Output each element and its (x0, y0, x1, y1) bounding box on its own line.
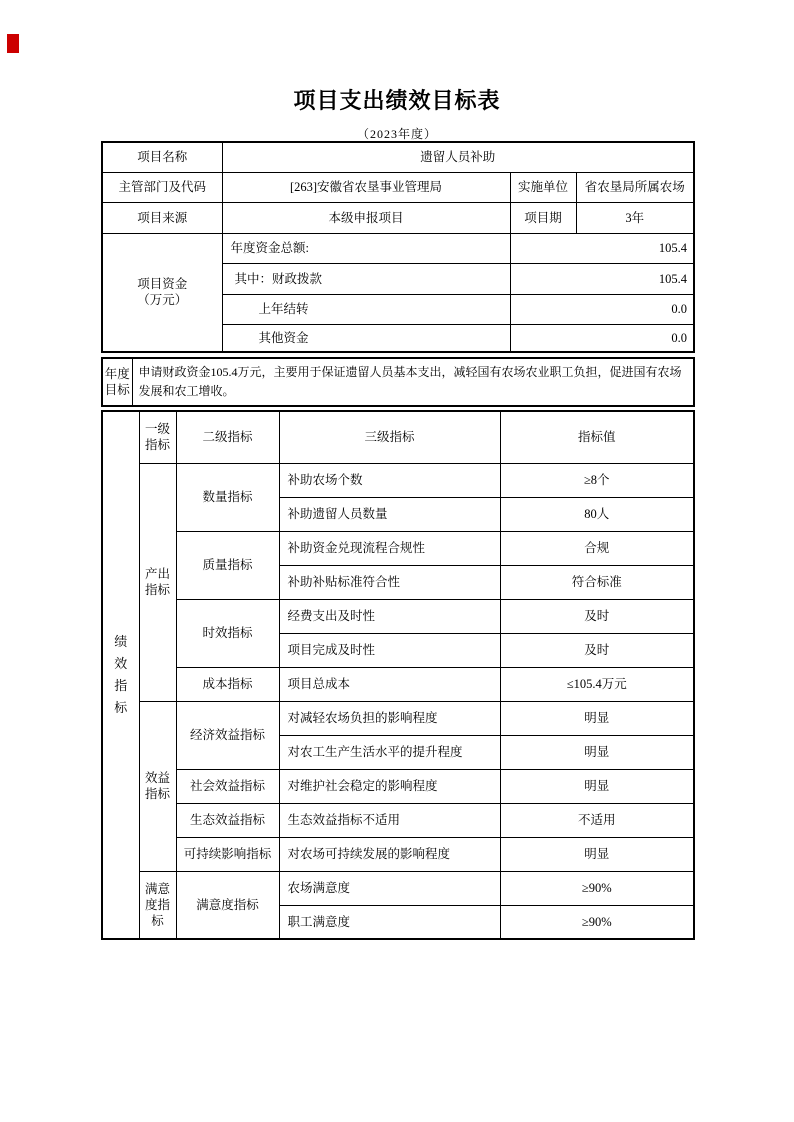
level1-cell: 效益指标 (139, 701, 176, 871)
indicator-row-l3: 经费支出及时性 (279, 599, 500, 633)
dept-label: 主管部门及代码 (102, 172, 222, 202)
indicator-row-l3: 项目总成本 (279, 667, 500, 701)
indicator-row-value: 不适用 (500, 803, 694, 837)
indicator-row-l3: 项目完成及时性 (279, 633, 500, 667)
dept-value: [263]安徽省农垦事业管理局 (222, 172, 510, 202)
indicator-row-l3: 对农场可持续发展的影响程度 (279, 837, 500, 871)
indicator-row-l3: 对维护社会稳定的影响程度 (279, 769, 500, 803)
level2-cell: 成本指标 (176, 667, 279, 701)
level2-cell: 质量指标 (176, 531, 279, 599)
indicator-row-value: ≥90% (500, 871, 694, 905)
indicator-row-value: 合规 (500, 531, 694, 565)
indicator-row-l3: 对农工生产生活水平的提升程度 (279, 735, 500, 769)
project-name-value: 遗留人员补助 (222, 142, 694, 172)
funds-row-value: 105.4 (510, 263, 694, 294)
period-value: 3年 (576, 202, 694, 233)
indicator-row-value: 明显 (500, 735, 694, 769)
indicator-row-value: 明显 (500, 769, 694, 803)
indicator-row-value: ≥8个 (500, 463, 694, 497)
indicator-row-value: ≥90% (500, 905, 694, 939)
indicator-row-l3: 补助补贴标准符合性 (279, 565, 500, 599)
indicator-row-l3: 对减轻农场负担的影响程度 (279, 701, 500, 735)
source-label: 项目来源 (102, 202, 222, 233)
funds-row-value: 0.0 (510, 324, 694, 352)
indicator-row-value: ≤105.4万元 (500, 667, 694, 701)
indicator-row-value: 及时 (500, 633, 694, 667)
page-title: 项目支出绩效目标表 (293, 88, 501, 113)
indicator-row-l3: 生态效益指标不适用 (279, 803, 500, 837)
indicators-side-label (102, 411, 139, 939)
level2-cell: 数量指标 (176, 463, 279, 531)
period-label: 项目期 (510, 202, 576, 233)
annual-target-table (101, 357, 693, 407)
funds-row-name: 其中：财政拨款 (222, 263, 510, 294)
indicators-side-label-text: 绩效指标 (114, 634, 128, 715)
indicator-row-l3: 农场满意度 (279, 871, 500, 905)
funds-row-value: 0.0 (510, 294, 694, 324)
indicator-row-value: 明显 (500, 701, 694, 735)
level2-cell: 经济效益指标 (176, 701, 279, 769)
funds-row-name: 上年结转 (222, 294, 510, 324)
level2-cell: 满意度指标 (176, 871, 279, 939)
indicators-table (101, 410, 693, 940)
header-value: 指标值 (500, 411, 694, 463)
source-value: 本级申报项目 (222, 202, 510, 233)
red-page-marker (7, 34, 19, 53)
level2-cell: 社会效益指标 (176, 769, 279, 803)
indicator-row-value: 80人 (500, 497, 694, 531)
level2-cell: 时效指标 (176, 599, 279, 667)
funds-label-line1: 项目资金 (137, 277, 188, 292)
indicator-row-l3: 补助资金兑现流程合规性 (279, 531, 500, 565)
indicator-row-l3: 补助农场个数 (279, 463, 500, 497)
level2-cell: 生态效益指标 (176, 803, 279, 837)
level2-cell: 可持续影响指标 (176, 837, 279, 871)
funds-label (102, 233, 222, 352)
header-level3: 三级指标 (279, 411, 500, 463)
level1-cell: 产出指标 (139, 463, 176, 701)
funds-row-name: 其他资金 (222, 324, 510, 352)
info-table (101, 141, 693, 353)
indicator-row-value: 符合标准 (500, 565, 694, 599)
project-name-label: 项目名称 (102, 142, 222, 172)
level1-cell: 满意度指标 (139, 871, 176, 939)
header-level1: 一级指标 (139, 411, 176, 463)
funds-label-line2: （万元） (137, 293, 188, 308)
funds-row-name: 年度资金总额: (222, 233, 510, 263)
header-level2: 二级指标 (176, 411, 279, 463)
funds-row-value: 105.4 (510, 233, 694, 263)
indicator-row-value: 及时 (500, 599, 694, 633)
annual-target-label: 年度目标 (102, 358, 132, 406)
impl-unit-value: 省农垦局所属农场 (576, 172, 694, 202)
indicator-row-l3: 补助遗留人员数量 (279, 497, 500, 531)
annual-target-text: 申请财政资金105.4万元，主要用于保证遗留人员基本支出，减轻国有农场农业职工负担，促进国有农场发展和农工增收。 (132, 358, 694, 406)
indicator-row-value: 明显 (500, 837, 694, 871)
impl-unit-label: 实施单位 (510, 172, 576, 202)
page-subtitle: （2023年度） (356, 127, 437, 141)
indicator-row-l3: 职工满意度 (279, 905, 500, 939)
